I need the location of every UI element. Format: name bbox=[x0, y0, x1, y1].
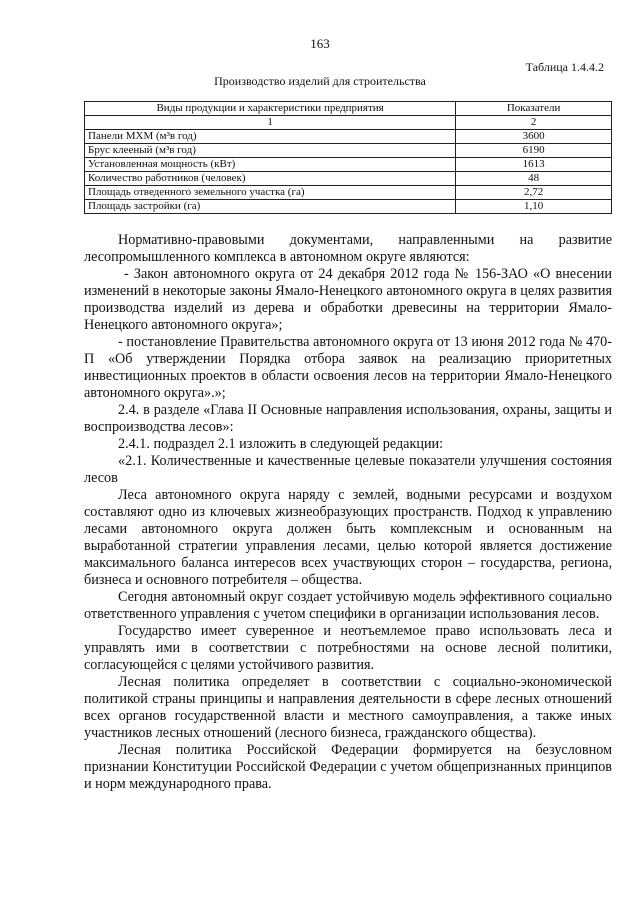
row-label: Установленная мощность (кВт) bbox=[85, 158, 456, 172]
paragraph: Сегодня автономный округ создает устойчивую модель эффективного социально ответственного управления с учетом специфики в организации использования лесов. bbox=[84, 589, 612, 622]
paragraph: - Закон автономного округа от 24 декабря 2012 года № 156-ЗАО «О внесении изменений в некоторые законы Ямало-Ненецкого автономного округа в целях развития производства изделий из дерева и обработки древесины на территории Ямало-Ненецкого автономного округа»; bbox=[84, 266, 612, 333]
table-title: Производство изделий для строительства bbox=[214, 74, 426, 88]
row-value: 48 bbox=[456, 172, 612, 186]
page-number: 163 bbox=[310, 36, 330, 51]
column-number: 1 bbox=[85, 116, 456, 130]
row-label: Площадь застройки (га) bbox=[85, 200, 456, 214]
table-row bbox=[85, 144, 612, 158]
row-label: Панели МХМ (м³в год) bbox=[85, 130, 456, 144]
paragraph: Лесная политика определяет в соответствии с социально-экономической политикой страны принципы и направления деятельности в сфере лесных отношений всех органов государственной власти и местного самоуправления, а также иных участников лесных отношений (лесного бизнеса, гражданского общества). bbox=[84, 674, 612, 741]
paragraph: Леса автономного округа наряду с землей, водными ресурсами и воздухом составляют одно из ключевых жизнеобразующих пространств. Подход к управлению лесами автономного округа должен быть комплексным и основанным на выработанной стратегии управления лесами, целью которой является достижение максимального баланса интересов всех участвующих сторон – государства, региона, бизнеса и основного потребителя – общества. bbox=[84, 487, 612, 588]
row-label: Брус клееный (м³в год) bbox=[85, 144, 456, 158]
table-row bbox=[85, 200, 612, 214]
table-header-row bbox=[85, 102, 612, 116]
table-row bbox=[85, 172, 612, 186]
column-header-product: Виды продукции и характеристики предприятия bbox=[85, 102, 456, 116]
table-row bbox=[85, 158, 612, 172]
row-value: 1,10 bbox=[456, 200, 612, 214]
paragraph: 2.4.1. подраздел 2.1 изложить в следующей редакции: bbox=[118, 436, 444, 452]
row-label: Площадь отведенного земельного участка (га) bbox=[85, 186, 456, 200]
row-value: 3600 bbox=[456, 130, 612, 144]
production-table bbox=[84, 101, 612, 214]
row-value: 2,72 bbox=[456, 186, 612, 200]
paragraph: 2.4. в разделе «Глава II Основные направления использования, охраны, защиты и воспроизводства лесов»: bbox=[84, 402, 612, 435]
column-header-indicator: Показатели bbox=[456, 102, 612, 116]
paragraph: Лесная политика Российской Федерации формируется на безусловном признании Конституции Российской Федерации с учетом общепризнанных принципов и норм международного права. bbox=[84, 742, 612, 792]
row-value: 1613 bbox=[456, 158, 612, 172]
table-row bbox=[85, 130, 612, 144]
table-id: Таблица 1.4.4.2 bbox=[525, 60, 604, 74]
row-label: Количество работников (человек) bbox=[85, 172, 456, 186]
paragraph: Нормативно-правовыми документами, направленными на развитие лесопромышленного комплекса в автономном округе являются: bbox=[84, 232, 612, 265]
body-text bbox=[84, 232, 612, 793]
table-row bbox=[85, 186, 612, 200]
row-value: 6190 bbox=[456, 144, 612, 158]
column-number: 2 bbox=[456, 116, 612, 130]
paragraph: Государство имеет суверенное и неотъемлемое право использовать леса и управлять ими в соответствии с потребностями на основе лесной политики, согласующейся с целями устойчивого развития. bbox=[84, 623, 612, 673]
section-heading: «2.1. Количественные и качественные целевые показатели улучшения состояния лесов bbox=[84, 453, 612, 486]
column-number-row bbox=[85, 116, 612, 130]
paragraph: - постановление Правительства автономного округа от 13 июня 2012 года № 470-П «Об утверждении Порядка отбора заявок на реализацию приоритетных инвестиционных проектов в области освоения лесов на территории Ямало-Ненецкого автономного округа».»; bbox=[84, 334, 612, 401]
